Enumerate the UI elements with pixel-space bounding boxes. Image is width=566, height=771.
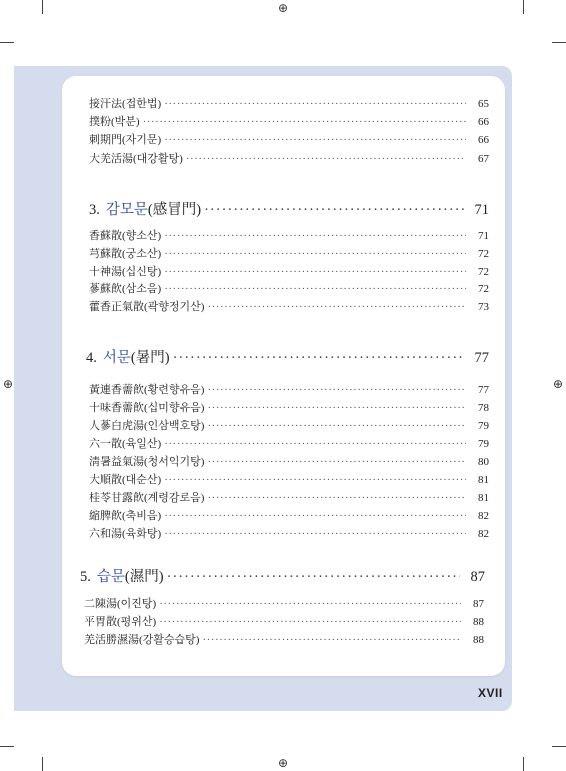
leader-dots xyxy=(202,634,461,646)
toc-entry-page: 81 xyxy=(478,492,489,504)
toc-entry[interactable] xyxy=(89,150,489,166)
toc-entry[interactable] xyxy=(89,453,489,469)
leader-dots xyxy=(159,616,461,628)
toc-entry-label: 羌活勝濕湯(강활승습탕) xyxy=(84,634,200,646)
leader-dots xyxy=(186,153,466,165)
section-page: 71 xyxy=(474,202,489,218)
registration-mark-icon: ⊕ xyxy=(277,1,289,15)
registration-mark-icon: ⊕ xyxy=(552,377,564,391)
toc-panel xyxy=(62,76,505,676)
section-page: 87 xyxy=(470,569,485,585)
leader-dots xyxy=(173,350,464,367)
page-number: XVII xyxy=(478,686,503,700)
toc-entry[interactable] xyxy=(89,263,489,279)
toc-entry-page: 66 xyxy=(478,116,489,128)
leader-dots xyxy=(159,598,461,610)
registration-mark-icon: ⊕ xyxy=(2,377,14,391)
toc-entry[interactable] xyxy=(89,489,489,505)
leader-dots xyxy=(164,230,466,242)
leader-dots xyxy=(207,402,466,414)
toc-entry-page: 77 xyxy=(478,384,489,396)
toc-entry[interactable] xyxy=(89,435,489,451)
toc-entry-page: 81 xyxy=(478,474,489,486)
section-title-hanja: (感冒門) xyxy=(147,202,202,218)
toc-entry[interactable] xyxy=(89,245,489,261)
toc-entry-page: 72 xyxy=(478,248,489,260)
toc-entry[interactable] xyxy=(89,507,489,523)
toc-entry-page: 66 xyxy=(478,134,489,146)
toc-entry[interactable] xyxy=(89,113,489,129)
leader-dots xyxy=(167,569,460,586)
toc-entry[interactable] xyxy=(89,298,489,314)
leader-dots xyxy=(164,528,466,540)
toc-entry-page: 72 xyxy=(478,266,489,278)
crop-mark-bottom-left-h xyxy=(0,746,14,747)
toc-entry[interactable] xyxy=(84,595,484,611)
toc-entry-label: 桂苓甘露飮(계령감로음) xyxy=(89,492,205,504)
toc-entry[interactable] xyxy=(89,417,489,433)
leader-dots xyxy=(207,420,466,432)
section-title-hanja: (暑門) xyxy=(130,350,170,366)
leader-dots xyxy=(164,510,466,522)
toc-entry-label: 二陳湯(이진탕) xyxy=(84,598,157,610)
crop-mark-bottom-left-v xyxy=(42,757,43,771)
crop-mark-bottom-right-v xyxy=(523,757,524,771)
leader-dots xyxy=(164,134,466,146)
section-heading[interactable] xyxy=(86,346,489,367)
toc-entry-label: 接汗法(접한법) xyxy=(89,98,162,110)
toc-entry-page: 88 xyxy=(473,616,484,628)
toc-entry-label: 六一散(육일산) xyxy=(89,438,162,450)
leader-dots xyxy=(207,456,466,468)
toc-entry[interactable] xyxy=(89,471,489,487)
section-heading[interactable] xyxy=(80,565,485,586)
section-title-korean: 감모문 xyxy=(105,202,148,218)
toc-entry-label: 刺期門(자기문) xyxy=(89,134,162,146)
toc-entry-label: 縮脾飮(축비음) xyxy=(89,510,162,522)
crop-mark-top-left-v xyxy=(42,0,43,14)
section-number: 5. xyxy=(80,569,91,585)
toc-entry-page: 79 xyxy=(478,420,489,432)
leader-dots xyxy=(164,438,466,450)
toc-entry[interactable] xyxy=(89,381,489,397)
toc-entry-page: 82 xyxy=(478,528,489,540)
leader-dots xyxy=(207,384,466,396)
toc-entry-label: 大羌活湯(대강활탕) xyxy=(89,153,183,165)
section-heading[interactable] xyxy=(89,198,489,219)
toc-entry-label: 十神湯(십신탕) xyxy=(89,266,162,278)
toc-entry-page: 87 xyxy=(473,598,484,610)
toc-entry-page: 67 xyxy=(478,153,489,165)
toc-entry[interactable] xyxy=(89,95,489,111)
toc-entry-label: 香蘇散(향소산) xyxy=(89,230,162,242)
toc-entry-label: 黃連香薷飮(황련향유음) xyxy=(89,384,205,396)
toc-entry[interactable] xyxy=(89,131,489,147)
section-title-korean: 습문 xyxy=(96,569,125,585)
toc-entry-page: 80 xyxy=(478,456,489,468)
toc-entry-label: 平胃散(평위산) xyxy=(84,616,157,628)
toc-entry-page: 88 xyxy=(473,634,484,646)
section-number: 4. xyxy=(86,350,97,366)
leader-dots xyxy=(164,474,466,486)
toc-entry-page: 73 xyxy=(478,301,489,313)
toc-entry-page: 72 xyxy=(478,283,489,295)
leader-dots xyxy=(204,202,464,219)
leader-dots xyxy=(143,116,466,128)
crop-mark-bottom-right-h xyxy=(552,746,566,747)
leader-dots xyxy=(207,492,466,504)
toc-entry-page: 78 xyxy=(478,402,489,414)
leader-dots xyxy=(164,98,466,110)
leader-dots xyxy=(164,283,466,295)
crop-mark-top-right-v xyxy=(523,0,524,14)
toc-entry-label: 蔘蘇飮(삼소음) xyxy=(89,283,162,295)
section-title-hanja: (濕門) xyxy=(124,569,164,585)
toc-entry[interactable] xyxy=(89,525,489,541)
toc-entry[interactable] xyxy=(89,227,489,243)
toc-entry-label: 芎蘇散(궁소산) xyxy=(89,248,162,260)
registration-mark-icon: ⊕ xyxy=(277,756,289,770)
leader-dots xyxy=(164,248,466,260)
crop-mark-top-left-h xyxy=(0,42,14,43)
section-page: 77 xyxy=(474,350,489,366)
crop-mark-top-right-h xyxy=(552,42,566,43)
toc-entry-page: 71 xyxy=(478,230,489,242)
toc-entry-label: 撲粉(박분) xyxy=(89,116,140,128)
toc-entry[interactable] xyxy=(84,613,484,629)
toc-entry-label: 藿香正氣散(곽향정기산) xyxy=(89,301,205,313)
toc-entry-label: 十味香薷飮(십미향유음) xyxy=(89,402,205,414)
toc-entry-label: 人蔘白虎湯(인삼백호탕) xyxy=(89,420,205,432)
toc-entry[interactable] xyxy=(89,399,489,415)
toc-entry-page: 82 xyxy=(478,510,489,522)
leader-dots xyxy=(164,266,466,278)
section-title-korean: 서문 xyxy=(102,350,131,366)
toc-entry[interactable] xyxy=(84,631,484,647)
leader-dots xyxy=(207,301,466,313)
toc-entry-page: 79 xyxy=(478,438,489,450)
toc-entry-label: 淸暑益氣湯(청서익기탕) xyxy=(89,456,205,468)
toc-entry[interactable] xyxy=(89,280,489,296)
toc-entry-label: 大順散(대순산) xyxy=(89,474,162,486)
section-number: 3. xyxy=(89,202,100,218)
toc-entry-label: 六和湯(육화탕) xyxy=(89,528,162,540)
toc-entry-page: 65 xyxy=(478,98,489,110)
